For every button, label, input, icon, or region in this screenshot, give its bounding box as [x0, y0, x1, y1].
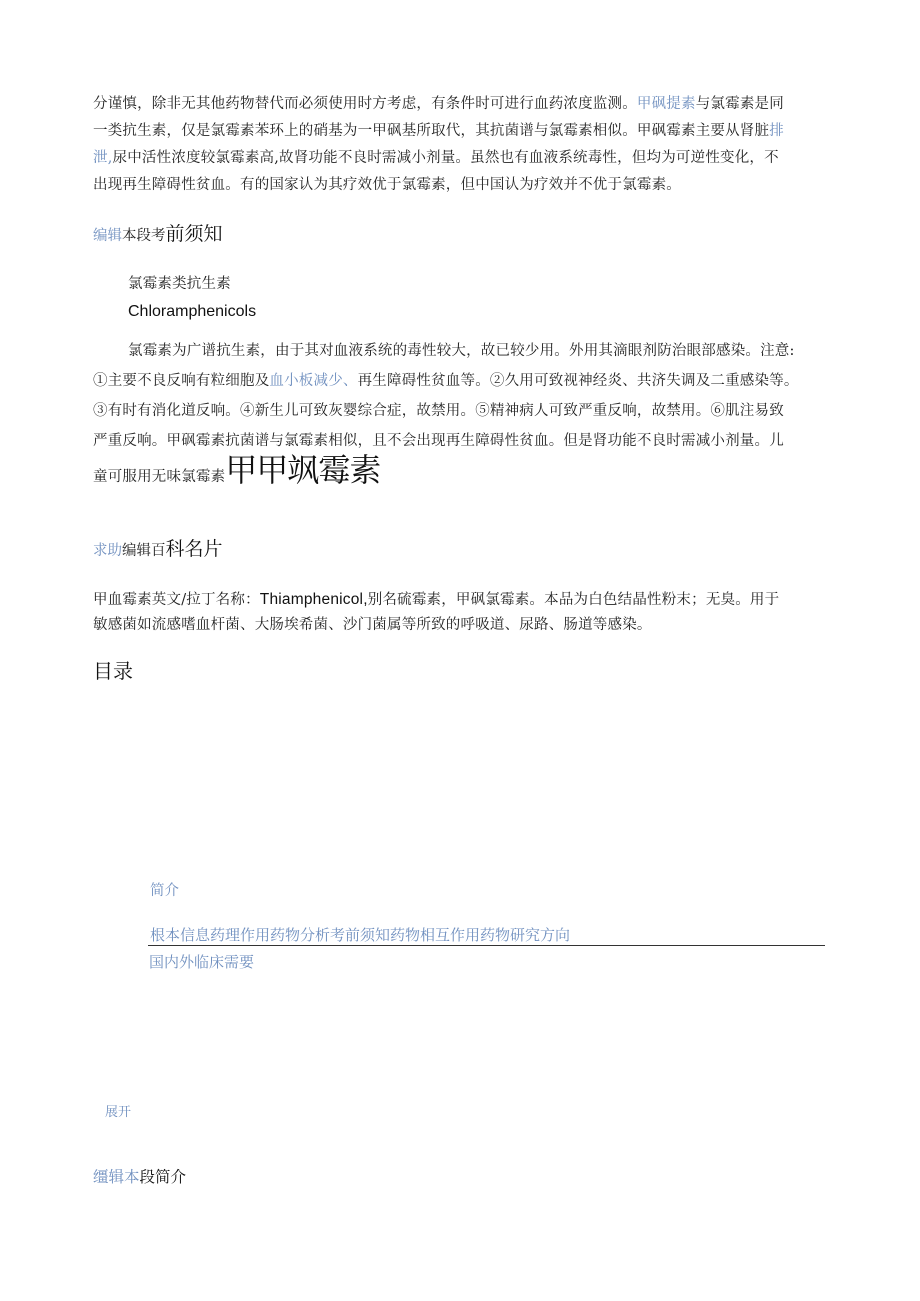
toc-links-row [148, 924, 825, 946]
toc-title: 目录 [93, 659, 133, 683]
intro-line-2 [93, 118, 833, 145]
notice-line-1: 氯霉素为广谱抗生素，由于其对血液系统的毒性较大，故已较少用。外用其滴眼剂防治眼部感染。注意: [128, 343, 795, 359]
card-text: 别名硫霉素，甲砜氯霉素。本品为白色结晶性粉末；无臭。用于 [367, 592, 780, 608]
notice-line-3: ③有时有消化道反响。④新生儿可致灰婴综合症，故禁用。⑤精神病人可致严重反响，故禁用。⑥肌注易致 [93, 403, 784, 419]
card-line-2: 敏感菌如流感嗜血杆菌、大肠埃希菌、沙门菌属等所致的呼吸道、尿路、肠道等感染。 [93, 617, 652, 633]
drug-class-en: Chloramphenicols [128, 303, 257, 320]
intro-text: 一类抗生素，仅是氯霉素苯环上的硝基为一甲砜基所取代，其抗菌谱与氯霉素相似。甲砜霉素主要从肾脏 [93, 123, 770, 139]
section-heading-intro [93, 1165, 186, 1187]
notice-text: 再生障碍性贫血等。②久用可致视神经炎、共济失调及二重感染等。 [357, 373, 799, 389]
link-excretion[interactable]: 排 [769, 123, 784, 139]
notice-text: 童可服用无味氯霉素 [93, 469, 226, 485]
intro-line-4: 出现再生障碍性贫血。有的国家认为其疗效优于氯霉素，但中国认为疗效并不优于氯霉素。 [93, 177, 681, 193]
toc-link-clinical[interactable]: 国内外临床需要 [149, 953, 255, 971]
toc-intro-link[interactable]: 简介 [150, 883, 179, 899]
card-en-name: Thiamphenicol, [259, 591, 368, 608]
heading-text: 段简介 [139, 1168, 187, 1186]
intro-text: 分谨慎，除非无其他药物替代而必须使用时方考虑，有条件时可进行血药浓度监测。 [93, 96, 637, 112]
intro-line-3 [93, 145, 833, 172]
link-thrombocytopenia[interactable]: 血小板减少、 [269, 373, 358, 389]
large-drug-title: 甲甲飒霉素 [225, 451, 381, 489]
notice-text: ①主要不良反响有粒细胞及 [93, 373, 270, 389]
notice-line-2 [93, 368, 838, 395]
edit-link[interactable]: 缰辑本 [93, 1168, 140, 1186]
card-paragraph [93, 586, 833, 639]
help-link[interactable]: 求助 [93, 543, 122, 559]
card-text: 甲血霉素英文/拉丁名称： [93, 592, 260, 608]
toc-links[interactable]: 根本信息药理作用药物分析考前须知药物相互作用药物研究方向 [150, 926, 571, 944]
heading-small-text: 编辑百 [122, 543, 166, 559]
edit-link[interactable]: 编辑 [93, 228, 122, 244]
intro-paragraph [93, 91, 833, 199]
notice-paragraph [93, 338, 838, 455]
expand-button[interactable]: 展开 [105, 1105, 132, 1120]
notice-line-4: 严重反响。甲砜霉素抗菌谱与氯霉素相似，且不会出现再生障碍性贫血。但是肾功能不良时需减小剂量。儿 [93, 433, 784, 449]
heading-big-text: 科名片 [165, 538, 223, 560]
intro-line-1 [93, 91, 833, 118]
link-thiamphenicol[interactable]: 甲砜提素 [636, 96, 696, 112]
intro-text: 尿中活性浓度较氯霉素高,故肾功能不良时需减小剂量。虽然也有血液系统毒性，但均为可逆性变化，不 [112, 150, 779, 166]
drug-class-cn: 氯霉素类抗生素 [128, 276, 231, 292]
heading-small-text: 本段考 [122, 228, 166, 244]
section-heading-notice [93, 219, 223, 246]
link-excretion-cont[interactable]: 泄, [93, 150, 113, 166]
notice-line-5 [93, 445, 380, 491]
intro-text: 与氯霉素是同 [695, 96, 784, 112]
heading-big-text: 前须知 [165, 223, 223, 245]
section-heading-card [93, 534, 223, 561]
card-line-1 [93, 586, 833, 614]
